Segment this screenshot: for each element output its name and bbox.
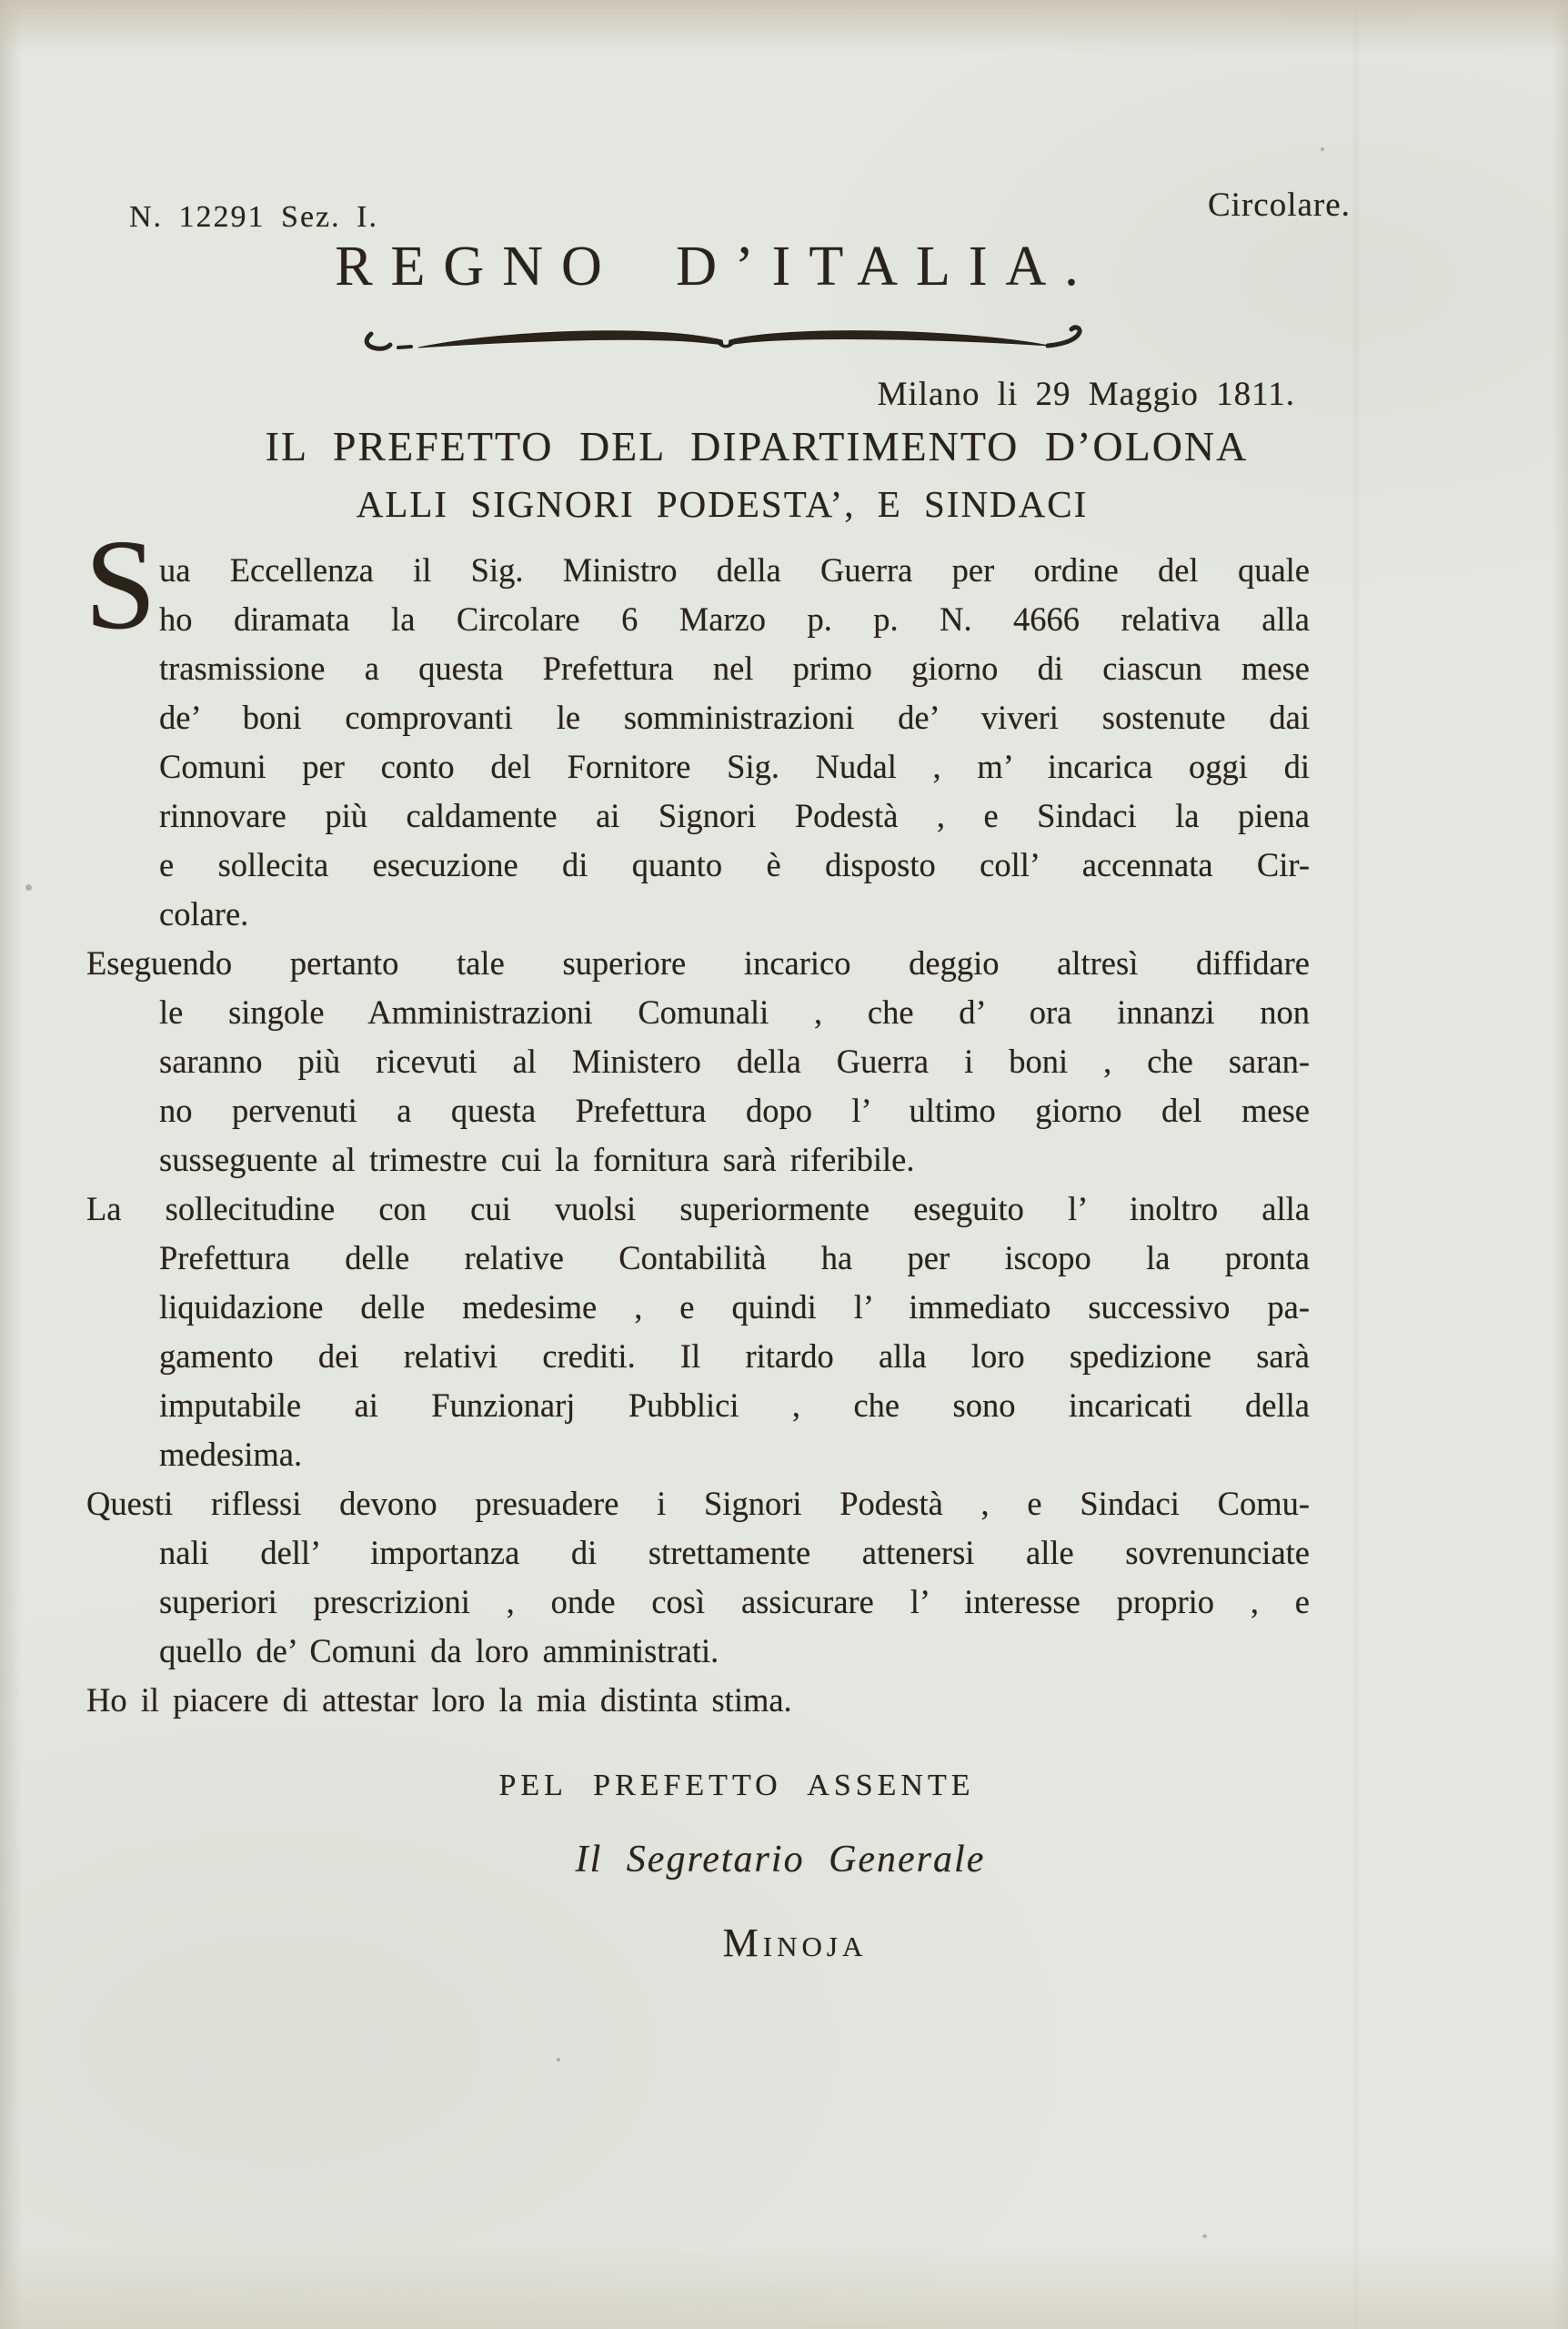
body-line: no pervenuti a questa Prefettura dopo l’ ultimo giorno del mese	[159, 1092, 1310, 1129]
body-line: colare.	[159, 895, 249, 933]
body-line: rinnovare più caldamente ai Signori Podestà , e Sindaci la piena	[159, 797, 1310, 834]
body-line: saranno più ricevuti al Ministero della Guerra i boni , che saran-	[159, 1043, 1310, 1080]
signature-role: Il Segretario Generale	[575, 1839, 986, 1880]
body-line: liquidazione delle medesime , e quindi l’ immediato successivo pa-	[159, 1288, 1310, 1326]
body-line: ho diramata la Circolare 6 Marzo p. p. N. 4666 relativa alla	[159, 600, 1310, 638]
reference-number: N. 12291 Sez. I.	[129, 200, 378, 234]
paragraph	[86, 1185, 1310, 1479]
body-line: le singole Amministrazioni Comunali , che d’ ora innanzi non	[159, 993, 1310, 1031]
paragraph	[86, 939, 1310, 1185]
body-line: nali dell’ importanza di strettamente attenersi alle sovrenunciate	[159, 1534, 1310, 1571]
body-line: Questi riflessi devono presuadere i Signori Podestà , e Sindaci Comu-	[86, 1485, 1310, 1522]
body-line: susseguente al trimestre cui la fornitura sarà riferibile.	[159, 1141, 915, 1178]
body-line: Eseguendo pertanto tale superiore incarico deggio altresì diffidare	[86, 944, 1310, 982]
title-flourish-rule	[360, 322, 1106, 362]
paragraph	[86, 1479, 1310, 1676]
body-line: ua Eccellenza il Sig. Ministro della Guerra per ordine del quale	[159, 551, 1310, 589]
paper-speck	[1202, 2234, 1207, 2238]
signature-name: Minoja	[722, 1921, 868, 1965]
body-line: Prefettura delle relative Contabilità ha per iscopo la pronta	[159, 1239, 1310, 1276]
body-line: superiori prescrizioni , onde così assicurare l’ interesse proprio , e	[159, 1583, 1310, 1620]
paragraph	[85, 512, 1310, 939]
body-line: Comuni per conto del Fornitore Sig. Nudal , m’ incarica oggi di	[159, 748, 1310, 785]
letter-body	[85, 512, 1310, 1725]
page-title: REGNO D’ITALIA.	[335, 236, 1097, 297]
body-line: Ho il piacere di attestar loro la mia distinta stima.	[86, 1681, 792, 1719]
signature-capacity: PEL PREFETTO ASSENTE	[498, 1769, 975, 1802]
body-line: trasmissione a questa Prefettura nel primo giorno di ciascun mese	[159, 650, 1310, 687]
body-line: La sollecitudine con cui vuolsi superiormente eseguito l’ inoltro alla	[86, 1190, 1310, 1227]
body-line: imputabile ai Funzionarj Pubblici , che sono incaricati della	[159, 1386, 1310, 1424]
drop-cap: S	[85, 512, 156, 656]
circular-label: Circolare.	[1208, 187, 1351, 224]
body-line: medesima.	[159, 1436, 303, 1473]
paper-speck	[557, 2058, 560, 2062]
body-line: gamento dei relativi crediti. Il ritardo alla loro spedizione sarà	[159, 1337, 1310, 1375]
body-line: e sollecita esecuzione di quanto è disposto coll’ accennata Cir-	[159, 846, 1310, 883]
sender-heading: IL PREFETTO DEL DIPARTIMENTO D’OLONA	[265, 423, 1249, 469]
addressee-heading: ALLI SIGNORI PODESTA’, E SINDACI	[356, 483, 1089, 525]
body-line: quello de’ Comuni da loro amministrati.	[159, 1632, 719, 1669]
dateline: Milano li 29 Maggio 1811.	[877, 376, 1295, 413]
paper-speck	[1321, 147, 1324, 151]
paragraph	[86, 1676, 1310, 1725]
body-line: de’ boni comprovanti le somministrazioni de’ viveri sostenute dai	[159, 699, 1310, 736]
paper-speck	[25, 884, 32, 891]
